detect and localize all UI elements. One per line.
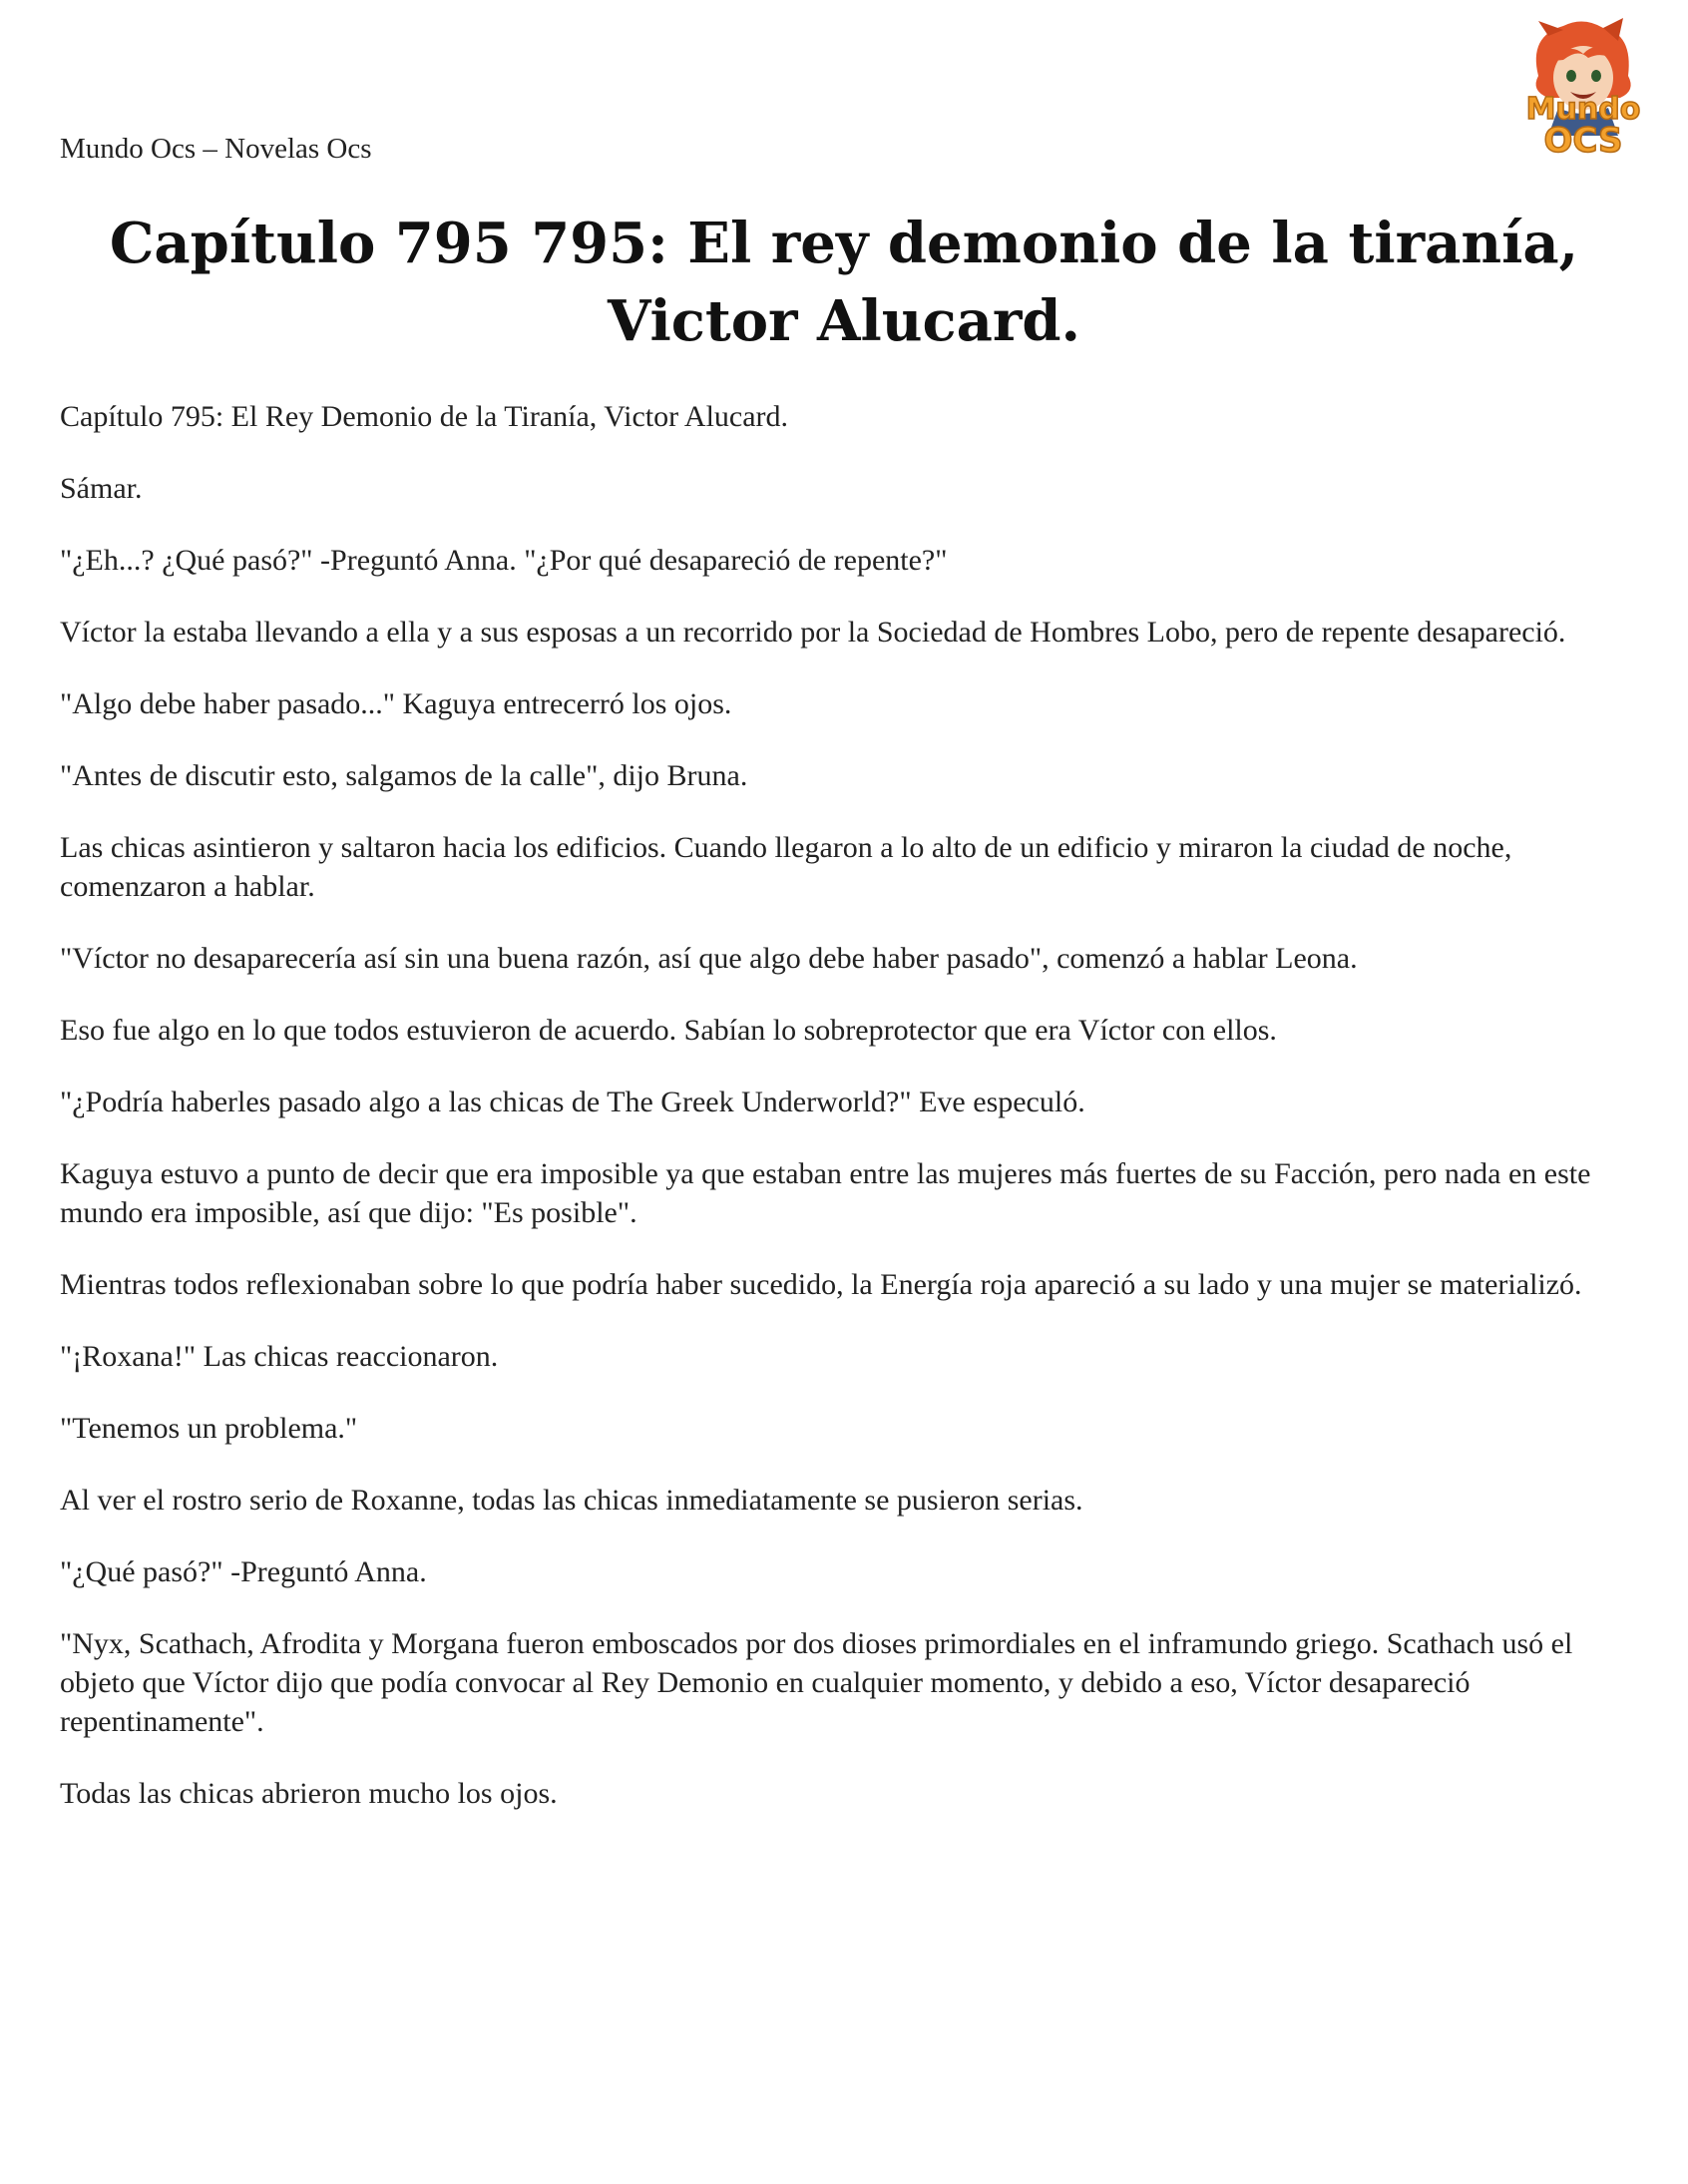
paragraph: Capítulo 795: El Rey Demonio de la Tiranía, Victor Alucard.	[60, 400, 789, 433]
paragraph: "Nyx, Scathach, Afrodita y Morgana fueron emboscados por dos dioses primordiales en el inframundo griego. Scathach usó el objeto que Víctor dijo que podía convocar al Rey Demonio en cualquier momento, y debido a eso, Víctor desapareció repentinamente".	[60, 1627, 1573, 1738]
paragraph: "Víctor no desaparecería así sin una buena razón, así que algo debe haber pasado", comenzó a hablar Leona.	[60, 942, 1358, 975]
logo-text-mundo: Mundo	[1525, 92, 1641, 127]
chapter-body	[60, 397, 1646, 1846]
paragraph: "¡Roxana!" Las chicas reaccionaron.	[60, 1340, 499, 1373]
logo-mascot-icon	[1508, 16, 1658, 176]
paragraph: Sámar.	[60, 472, 143, 505]
chapter-title	[60, 205, 1628, 360]
paragraph: Todas las chicas abrieron mucho los ojos.	[60, 1777, 558, 1810]
paragraph: "Antes de discutir esto, salgamos de la calle", dijo Bruna.	[60, 759, 748, 792]
paragraph: Víctor la estaba llevando a ella y a sus esposas a un recorrido por la Sociedad de Hombres Lobo, pero de repente desapareció.	[60, 616, 1566, 649]
paragraph: Eso fue algo en lo que todos estuvieron de acuerdo. Sabían lo sobreprotector que era Víctor con ellos.	[60, 1014, 1277, 1047]
chapter-title-line-1: Capítulo 795 795: El rey demonio de la tiranía,	[109, 211, 1579, 276]
chapter-title-line-2: Victor Alucard.	[607, 288, 1081, 354]
mundo-ocs-logo	[1508, 16, 1658, 176]
paragraph: Al ver el rostro serio de Roxanne, todas las chicas inmediatamente se pusieron serias.	[60, 1484, 1083, 1517]
paragraph: "Algo debe haber pasado..." Kaguya entrecerró los ojos.	[60, 687, 732, 720]
paragraph: "¿Qué pasó?" -Preguntó Anna.	[60, 1555, 427, 1588]
paragraph: "¿Podría haberles pasado algo a las chicas de The Greek Underworld?" Eve especuló.	[60, 1086, 1085, 1118]
paragraph: Kaguya estuvo a punto de decir que era imposible ya que estaban entre las mujeres más fuertes de su Facción, pero nada en este mundo era imposible, así que dijo: "Es posible".	[60, 1157, 1591, 1229]
paragraph: "¿Eh...? ¿Qué pasó?" -Preguntó Anna. "¿Por qué desapareció de repente?"	[60, 544, 948, 577]
logo-text-ocs: OCS	[1543, 121, 1623, 161]
paragraph: Las chicas asintieron y saltaron hacia los edificios. Cuando llegaron a lo alto de un edificio y miraron la ciudad de noche, comenzaron a hablar.	[60, 831, 1512, 903]
paragraph: Mientras todos reflexionaban sobre lo que podría haber sucedido, la Energía roja apareció a su lado y una mujer se materializó.	[60, 1268, 1582, 1301]
site-name: Mundo Ocs – Novelas Ocs	[60, 133, 372, 165]
paragraph: "Tenemos un problema."	[60, 1412, 358, 1445]
